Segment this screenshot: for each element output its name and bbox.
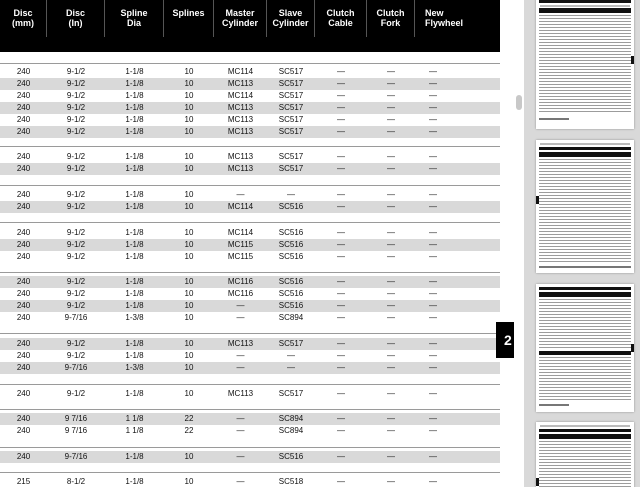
cell-clutch-fork: — (387, 339, 395, 348)
cell-splines: 10 (184, 202, 194, 211)
cell-clutch-fork: — (387, 252, 395, 261)
cell-master-cylinder: — (236, 452, 245, 461)
table-row (0, 251, 500, 263)
cell-slave-cylinder: SC516 (278, 301, 304, 310)
cell-disc-mm: 240 (16, 228, 31, 237)
cell-master-cylinder: MC113 (227, 339, 254, 348)
cell-new-flywheel: — (429, 452, 437, 461)
page-thumbnail-3[interactable] (536, 284, 634, 412)
table-row (0, 78, 500, 90)
cell-clutch-cable: — (337, 79, 345, 88)
cell-clutch-fork: — (387, 289, 395, 298)
cell-disc-in: 9-1/2 (66, 127, 86, 136)
cell-spline-dia: 1-1/8 (125, 202, 144, 211)
cell-spline-dia: 1-1/8 (125, 277, 144, 286)
group-divider (0, 384, 500, 385)
table-row (0, 102, 500, 114)
cell-disc-mm: 240 (16, 202, 31, 211)
cell-clutch-fork: — (387, 228, 395, 237)
cell-master-cylinder: MC114 (227, 228, 254, 237)
cell-disc-mm: 240 (16, 452, 31, 461)
group-divider (0, 447, 500, 448)
table-row (0, 476, 500, 487)
cell-disc-mm: 240 (16, 103, 31, 112)
cell-clutch-cable: — (337, 339, 345, 348)
cell-disc-mm: 240 (16, 426, 31, 435)
cell-master-cylinder: MC116 (227, 289, 254, 298)
page-thumbnail-1[interactable] (536, 0, 634, 129)
group-divider (0, 333, 500, 334)
cell-spline-dia: 1-1/8 (125, 240, 144, 249)
cell-spline-dia: 1-1/8 (125, 252, 144, 261)
cell-disc-in: 9-1/2 (66, 67, 86, 76)
cell-clutch-fork: — (387, 115, 395, 124)
group-divider (0, 222, 500, 223)
cell-clutch-fork: — (387, 426, 395, 435)
table-row (0, 388, 500, 400)
page-tab: 2 (496, 322, 518, 358)
cell-splines: 22 (184, 426, 194, 435)
cell-slave-cylinder: SC518 (278, 477, 304, 486)
cell-clutch-cable: — (337, 301, 345, 310)
cell-spline-dia: 1-1/8 (125, 289, 144, 298)
cell-spline-dia: 1-1/8 (125, 127, 144, 136)
column-header-new-flywheel: New Flywheel (425, 8, 464, 28)
cell-new-flywheel: — (429, 115, 437, 124)
cell-clutch-fork: — (387, 240, 395, 249)
cell-new-flywheel: — (429, 240, 437, 249)
cell-slave-cylinder: SC516 (278, 289, 304, 298)
cell-clutch-fork: — (387, 363, 395, 372)
cell-master-cylinder: — (236, 190, 245, 199)
cell-disc-in: 9-1/2 (66, 228, 86, 237)
cell-new-flywheel: — (429, 389, 437, 398)
cell-disc-in: 9-7/16 (64, 452, 88, 461)
thumbnail-sidebar[interactable] (524, 0, 640, 487)
cell-splines: 10 (184, 152, 194, 161)
cell-disc-mm: 240 (16, 389, 31, 398)
cell-spline-dia: 1-1/8 (125, 115, 144, 124)
table-row (0, 338, 500, 350)
cell-slave-cylinder: SC516 (278, 240, 304, 249)
cell-new-flywheel: — (429, 91, 437, 100)
cell-disc-mm: 240 (16, 152, 31, 161)
cell-new-flywheel: — (429, 152, 437, 161)
cell-slave-cylinder: SC517 (278, 164, 304, 173)
cell-slave-cylinder: SC517 (278, 67, 304, 76)
cell-slave-cylinder: SC517 (278, 389, 304, 398)
cell-slave-cylinder: — (287, 363, 295, 372)
cell-clutch-fork: — (387, 67, 395, 76)
cell-new-flywheel: — (429, 67, 437, 76)
cell-disc-mm: 240 (16, 67, 31, 76)
cell-clutch-cable: — (337, 414, 345, 423)
cell-disc-in: 9-1/2 (66, 115, 86, 124)
table-row (0, 114, 500, 126)
cell-clutch-fork: — (387, 103, 395, 112)
cell-clutch-cable: — (337, 240, 345, 249)
cell-disc-in: 9-1/2 (66, 389, 86, 398)
cell-slave-cylinder: SC516 (278, 228, 304, 237)
cell-splines: 10 (184, 190, 194, 199)
cell-master-cylinder: MC113 (227, 389, 254, 398)
table-row (0, 312, 500, 324)
cell-new-flywheel: — (429, 313, 437, 322)
cell-clutch-cable: — (337, 67, 345, 76)
cell-master-cylinder: MC116 (227, 277, 254, 286)
cell-clutch-cable: — (337, 289, 345, 298)
page-thumbnail-4[interactable] (536, 422, 634, 487)
cell-spline-dia: 1-3/8 (125, 363, 144, 372)
page-thumbnail-2[interactable] (536, 140, 634, 273)
cell-clutch-fork: — (387, 79, 395, 88)
cell-slave-cylinder: SC517 (278, 115, 304, 124)
cell-slave-cylinder: — (287, 351, 295, 360)
cell-spline-dia: 1-1/8 (125, 152, 144, 161)
cell-disc-in: 9-1/2 (66, 277, 86, 286)
cell-clutch-cable: — (337, 190, 345, 199)
cell-new-flywheel: — (429, 79, 437, 88)
table-row (0, 151, 500, 163)
column-header-clutch-fork: Clutch Fork (367, 0, 415, 37)
cell-spline-dia: 1-1/8 (125, 91, 144, 100)
group-divider (0, 146, 500, 147)
cell-slave-cylinder: SC517 (278, 127, 304, 136)
cell-master-cylinder: — (236, 313, 245, 322)
cell-splines: 10 (184, 363, 194, 372)
scrollbar[interactable] (514, 0, 524, 487)
cell-new-flywheel: — (429, 351, 437, 360)
cell-master-cylinder: MC113 (227, 164, 254, 173)
cell-splines: 10 (184, 389, 194, 398)
cell-spline-dia: 1 1/8 (125, 414, 144, 423)
cell-spline-dia: 1-1/8 (125, 164, 144, 173)
table-row (0, 189, 500, 201)
cell-slave-cylinder: SC517 (278, 152, 304, 161)
cell-new-flywheel: — (429, 127, 437, 136)
cell-disc-mm: 240 (16, 277, 31, 286)
cell-master-cylinder: MC113 (227, 152, 254, 161)
cell-master-cylinder: MC114 (227, 91, 254, 100)
table-row (0, 425, 500, 437)
cell-splines: 10 (184, 277, 194, 286)
cell-splines: 22 (184, 414, 194, 423)
cell-master-cylinder: — (236, 301, 245, 310)
cell-clutch-fork: — (387, 164, 395, 173)
cell-slave-cylinder: SC516 (278, 277, 304, 286)
section-bar (0, 37, 500, 52)
cell-disc-in: 9-1/2 (66, 190, 86, 199)
cell-new-flywheel: — (429, 228, 437, 237)
cell-new-flywheel: — (429, 339, 437, 348)
table-row (0, 66, 500, 78)
cell-slave-cylinder: SC894 (278, 414, 304, 423)
cell-spline-dia: 1-1/8 (125, 301, 144, 310)
cell-disc-in: 9-1/2 (66, 164, 86, 173)
cell-disc-mm: 240 (16, 313, 31, 322)
cell-clutch-cable: — (337, 164, 345, 173)
cell-master-cylinder: MC114 (227, 67, 254, 76)
table-row (0, 350, 500, 362)
cell-new-flywheel: — (429, 414, 437, 423)
cell-disc-in: 9-1/2 (66, 339, 86, 348)
cell-splines: 10 (184, 339, 194, 348)
cell-new-flywheel: — (429, 426, 437, 435)
cell-master-cylinder: — (236, 426, 245, 435)
cell-slave-cylinder: SC517 (278, 79, 304, 88)
cell-splines: 10 (184, 351, 194, 360)
cell-splines: 10 (184, 103, 194, 112)
cell-clutch-cable: — (337, 103, 345, 112)
cell-spline-dia: 1-1/8 (125, 351, 144, 360)
cell-disc-mm: 215 (16, 477, 31, 486)
group-divider (0, 409, 500, 410)
column-header-disc-mm: Disc (mm) (0, 0, 47, 37)
cell-clutch-fork: — (387, 452, 395, 461)
cell-splines: 10 (184, 313, 194, 322)
cell-disc-mm: 240 (16, 339, 31, 348)
cell-slave-cylinder: — (287, 190, 295, 199)
cell-disc-mm: 240 (16, 79, 31, 88)
table-row (0, 276, 500, 288)
cell-master-cylinder: — (236, 477, 245, 486)
cell-clutch-cable: — (337, 202, 345, 211)
table-row (0, 163, 500, 175)
cell-master-cylinder: MC113 (227, 127, 254, 136)
cell-clutch-fork: — (387, 277, 395, 286)
cell-disc-in: 9-1/2 (66, 91, 86, 100)
table-row (0, 451, 500, 463)
table-row (0, 201, 500, 213)
cell-clutch-cable: — (337, 351, 345, 360)
cell-disc-mm: 240 (16, 289, 31, 298)
cell-splines: 10 (184, 164, 194, 173)
column-header-disc-in: Disc (In) (47, 0, 105, 37)
cell-new-flywheel: — (429, 301, 437, 310)
cell-clutch-cable: — (337, 228, 345, 237)
cell-splines: 10 (184, 301, 194, 310)
table-row (0, 413, 500, 425)
cell-clutch-cable: — (337, 115, 345, 124)
cell-new-flywheel: — (429, 190, 437, 199)
cell-slave-cylinder: SC517 (278, 103, 304, 112)
column-header-master-cylinder: Master Cylinder (214, 0, 267, 37)
cell-master-cylinder: MC115 (227, 240, 254, 249)
cell-clutch-cable: — (337, 363, 345, 372)
table-row (0, 90, 500, 102)
cell-clutch-cable: — (337, 91, 345, 100)
cell-spline-dia: 1-1/8 (125, 190, 144, 199)
column-header-spline-dia: Spline Dia (105, 0, 164, 37)
cell-new-flywheel: — (429, 103, 437, 112)
cell-splines: 10 (184, 91, 194, 100)
table-row (0, 126, 500, 138)
cell-disc-in: 9-1/2 (66, 79, 86, 88)
cell-splines: 10 (184, 289, 194, 298)
cell-spline-dia: 1-3/8 (125, 313, 144, 322)
cell-spline-dia: 1-1/8 (125, 477, 144, 486)
cell-disc-mm: 240 (16, 252, 31, 261)
group-divider (0, 63, 500, 64)
cell-master-cylinder: — (236, 351, 245, 360)
cell-disc-in: 9 7/16 (64, 414, 88, 423)
cell-splines: 10 (184, 477, 194, 486)
table-row (0, 300, 500, 312)
cell-disc-in: 9-1/2 (66, 289, 86, 298)
cell-slave-cylinder: SC516 (278, 252, 304, 261)
cell-master-cylinder: MC113 (227, 79, 254, 88)
cell-disc-mm: 240 (16, 190, 31, 199)
cell-disc-in: 8-1/2 (66, 477, 86, 486)
cell-clutch-fork: — (387, 301, 395, 310)
cell-slave-cylinder: SC894 (278, 426, 304, 435)
cell-splines: 10 (184, 115, 194, 124)
cell-clutch-fork: — (387, 190, 395, 199)
cell-disc-in: 9 7/16 (64, 426, 88, 435)
table-header (0, 0, 500, 37)
cell-disc-mm: 240 (16, 240, 31, 249)
cell-clutch-cable: — (337, 389, 345, 398)
cell-disc-in: 9-1/2 (66, 240, 86, 249)
cell-new-flywheel: — (429, 252, 437, 261)
cell-disc-in: 9-1/2 (66, 301, 86, 310)
cell-disc-mm: 240 (16, 414, 31, 423)
cell-spline-dia: 1-1/8 (125, 339, 144, 348)
cell-clutch-fork: — (387, 127, 395, 136)
cell-master-cylinder: — (236, 414, 245, 423)
cell-splines: 10 (184, 252, 194, 261)
cell-master-cylinder: — (236, 363, 245, 372)
table-row (0, 288, 500, 300)
cell-disc-mm: 240 (16, 115, 31, 124)
cell-disc-mm: 240 (16, 301, 31, 310)
cell-clutch-fork: — (387, 91, 395, 100)
cell-splines: 10 (184, 228, 194, 237)
cell-clutch-fork: — (387, 351, 395, 360)
cell-disc-in: 9-1/2 (66, 152, 86, 161)
cell-disc-mm: 240 (16, 91, 31, 100)
cell-new-flywheel: — (429, 202, 437, 211)
cell-clutch-cable: — (337, 452, 345, 461)
cell-master-cylinder: MC114 (227, 202, 254, 211)
cell-splines: 10 (184, 452, 194, 461)
cell-clutch-fork: — (387, 152, 395, 161)
cell-clutch-cable: — (337, 477, 345, 486)
cell-clutch-cable: — (337, 127, 345, 136)
cell-clutch-fork: — (387, 389, 395, 398)
cell-disc-in: 9-1/2 (66, 351, 86, 360)
cell-spline-dia: 1-1/8 (125, 67, 144, 76)
cell-slave-cylinder: SC516 (278, 452, 304, 461)
cell-master-cylinder: MC113 (227, 103, 254, 112)
cell-spline-dia: 1 1/8 (125, 426, 144, 435)
cell-spline-dia: 1-1/8 (125, 228, 144, 237)
cell-splines: 10 (184, 127, 194, 136)
group-divider (0, 472, 500, 473)
column-header-slave-cylinder: Slave Cylinder (267, 0, 315, 37)
cell-splines: 10 (184, 240, 194, 249)
cell-disc-mm: 240 (16, 127, 31, 136)
table-row (0, 227, 500, 239)
cell-new-flywheel: — (429, 289, 437, 298)
cell-clutch-fork: — (387, 202, 395, 211)
cell-new-flywheel: — (429, 477, 437, 486)
cell-clutch-cable: — (337, 426, 345, 435)
cell-clutch-cable: — (337, 252, 345, 261)
cell-clutch-fork: — (387, 414, 395, 423)
cell-disc-in: 9-7/16 (64, 313, 88, 322)
cell-disc-in: 9-1/2 (66, 252, 86, 261)
cell-spline-dia: 1-1/8 (125, 79, 144, 88)
cell-disc-in: 9-1/2 (66, 103, 86, 112)
cell-splines: 10 (184, 79, 194, 88)
table-row (0, 362, 500, 374)
cell-spline-dia: 1-1/8 (125, 103, 144, 112)
scroll-thumb[interactable] (516, 95, 522, 110)
column-header-clutch-cable: Clutch Cable (315, 0, 367, 37)
cell-clutch-cable: — (337, 313, 345, 322)
table-row (0, 239, 500, 251)
cell-spline-dia: 1-1/8 (125, 452, 144, 461)
cell-new-flywheel: — (429, 363, 437, 372)
cell-disc-mm: 240 (16, 351, 31, 360)
cell-new-flywheel: — (429, 277, 437, 286)
cell-slave-cylinder: SC517 (278, 91, 304, 100)
cell-master-cylinder: MC113 (227, 115, 254, 124)
cell-slave-cylinder: SC517 (278, 339, 304, 348)
cell-new-flywheel: — (429, 164, 437, 173)
cell-slave-cylinder: SC516 (278, 202, 304, 211)
cell-clutch-fork: — (387, 477, 395, 486)
cell-disc-in: 9-7/16 (64, 363, 88, 372)
cell-clutch-cable: — (337, 277, 345, 286)
cell-spline-dia: 1-1/8 (125, 389, 144, 398)
cell-clutch-cable: — (337, 152, 345, 161)
cell-master-cylinder: MC115 (227, 252, 254, 261)
group-divider (0, 185, 500, 186)
cell-slave-cylinder: SC894 (278, 313, 304, 322)
column-header-splines: Splines (164, 0, 214, 37)
cell-clutch-fork: — (387, 313, 395, 322)
cell-disc-mm: 240 (16, 363, 31, 372)
cell-splines: 10 (184, 67, 194, 76)
group-divider (0, 272, 500, 273)
cell-disc-in: 9-1/2 (66, 202, 86, 211)
cell-disc-mm: 240 (16, 164, 31, 173)
